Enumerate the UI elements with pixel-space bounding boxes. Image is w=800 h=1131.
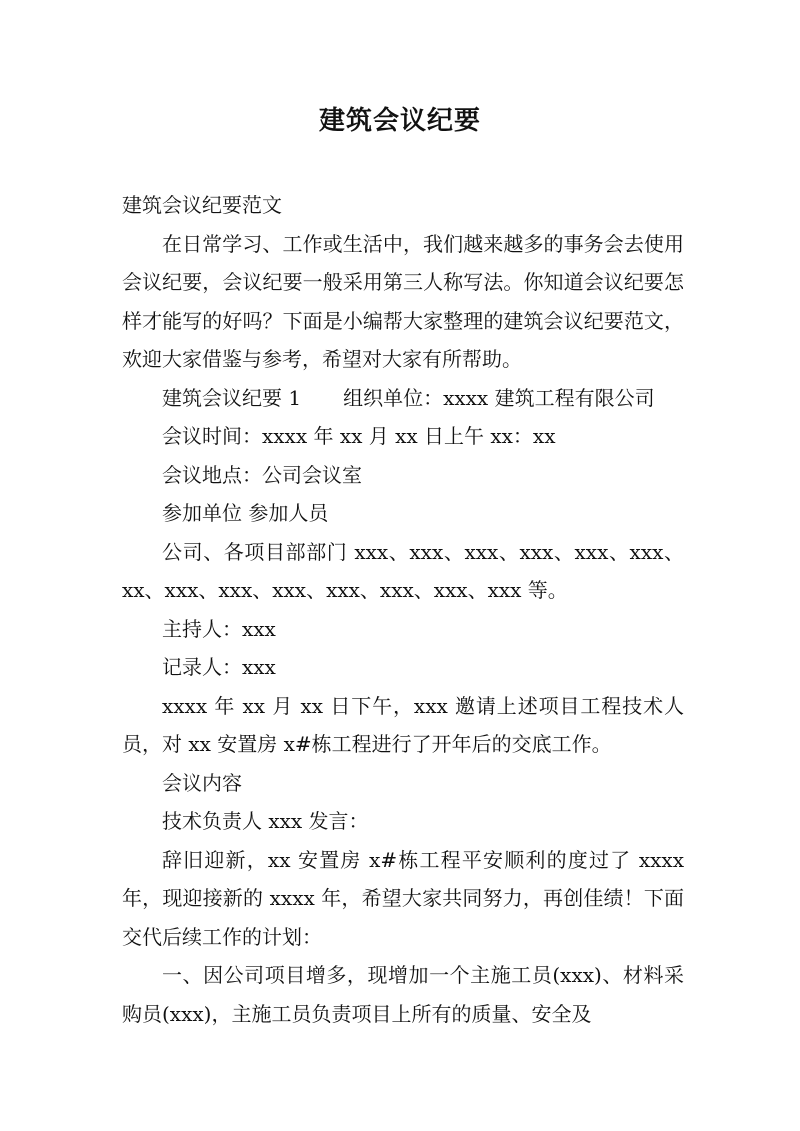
- intro-paragraph: 在日常学习、工作或生活中，我们越来越多的事务会去使用会议纪要，会议纪要一般采用第三人称写法。你知道会议纪要怎样才能写的好吗？下面是小编帮大家整理的建筑会议纪要范文，欢迎大家借鉴与参考，希望对大家有所帮助。: [122, 231, 684, 371]
- section-heading: 建筑会议纪要 1: [162, 385, 302, 410]
- speech-paragraph: 辞旧迎新，xx 安置房 x#栋工程平安顺利的度过了 xxxx 年，现迎接新的 xxxx 年，希望大家共同努力，再创佳绩！下面交代后续工作的计划：: [122, 847, 684, 949]
- subtitle: 建筑会议纪要范文: [122, 193, 282, 217]
- document-title: 建筑会议纪要: [318, 106, 481, 136]
- recorder: 记录人：xxx: [162, 655, 276, 679]
- document-body: [122, 186, 684, 1033]
- organizer: 组织单位：xxxx 建筑工程有限公司: [343, 385, 655, 410]
- content-heading: 会议内容: [162, 770, 242, 795]
- meeting-time: 会议时间：xxxx 年 xx 月 xx 日上午 xx：xx: [162, 424, 556, 448]
- host: 主持人：xxx: [162, 616, 276, 641]
- section-heading-line: [122, 379, 684, 418]
- item-one-paragraph: 一、因公司项目增多，现增加一个主施工员(xxx)、材料采购员(xxx)，主施工员负责项目上所有的质量、安全及: [122, 963, 684, 1026]
- attendees: 公司、各项目部部门 xxx、xxx、xxx、xxx、xxx、xxx、xx、xxx、xxx、xxx、xxx、xxx、xxx、xxx 等。: [122, 539, 684, 602]
- attendees-header: 参加单位 参加人员: [162, 501, 329, 525]
- summary-paragraph: xxxx 年 xx 月 xx 日下午，xxx 邀请上述项目工程技术人员，对 xx 安置房 x#栋工程进行了开年后的交底工作。: [122, 693, 684, 756]
- meeting-place: 会议地点：公司会议室: [162, 462, 362, 487]
- speaker-line: 技术负责人 xxx 发言：: [162, 809, 369, 833]
